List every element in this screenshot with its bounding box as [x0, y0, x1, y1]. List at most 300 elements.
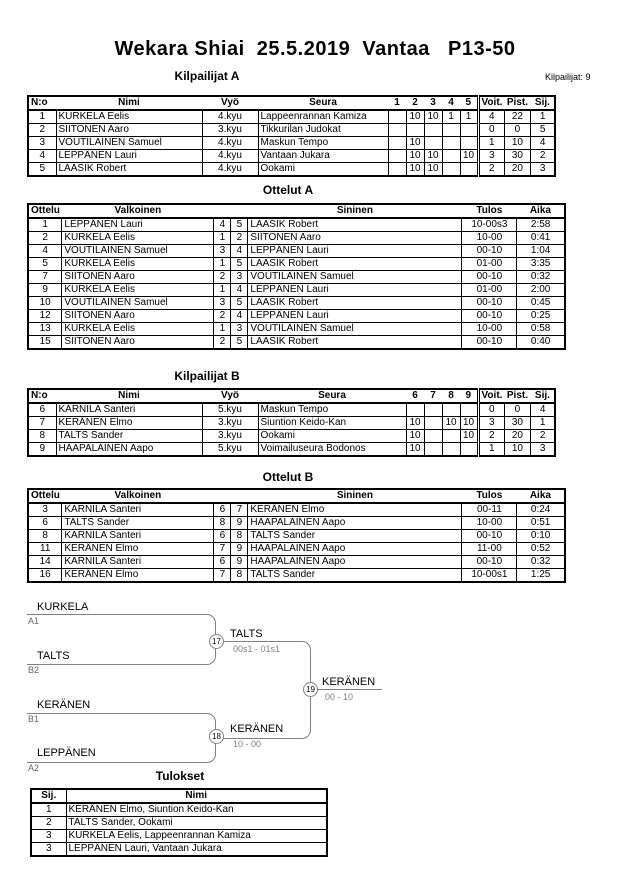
blue-competitor: HAAPALAINEN Aapo	[248, 543, 462, 556]
round-score	[442, 403, 460, 417]
round-score: 10	[460, 150, 478, 163]
ottelut-a-table	[27, 203, 566, 350]
result-name: LEPPÄNEN Lauri, Vantaan Jukara	[66, 843, 327, 857]
match-result: 00-10	[462, 271, 517, 284]
ottelut-a-body	[28, 218, 565, 349]
col-header-seura: Seura	[258, 96, 388, 110]
match-number: 10	[28, 297, 62, 310]
competitor-belt: 5.kyu	[202, 443, 258, 457]
table-row	[28, 430, 555, 443]
col-header-voit: Voit.	[478, 389, 504, 403]
table-row	[28, 271, 565, 284]
match-result: 10-00	[462, 323, 517, 336]
competitor-belt: 4.kyu	[202, 110, 258, 124]
col-header-pist: Pist.	[504, 96, 530, 110]
placement: 4	[530, 403, 555, 417]
col-header-valkoinen: Valkoinen	[62, 489, 214, 503]
bracket-winner-name: TALTS	[230, 628, 263, 640]
wins-count: 0	[478, 124, 504, 137]
bracket-entry-name: TALTS	[37, 650, 70, 662]
white-number: 1	[214, 323, 231, 336]
bracket-entry-name: KERÄNEN	[37, 699, 91, 711]
blue-competitor: LAASIK Robert	[248, 336, 462, 350]
placement: 3	[530, 443, 555, 457]
kilpailijat-a-table	[27, 95, 556, 177]
match-result: 00-10	[462, 556, 517, 569]
col-header-sij: Sij.	[31, 789, 66, 803]
white-competitor: KURKELA Eelis	[62, 284, 214, 297]
competitor-belt: 4.kyu	[202, 150, 258, 163]
result-name: KERÄNEN Elmo, Siuntion Keido-Kan	[66, 803, 327, 817]
table-row	[28, 543, 565, 556]
col-header-round: 6	[406, 389, 424, 403]
round-score: 10	[406, 417, 424, 430]
round-score: 10	[406, 137, 424, 150]
competitor-number: 6	[28, 403, 56, 417]
points-count: 0	[504, 124, 530, 137]
blue-number: 4	[231, 284, 248, 297]
round-score: 10	[424, 150, 442, 163]
section-heading-tulokset: Tulokset	[155, 769, 205, 783]
competitor-name: VOUTILAINEN Samuel	[56, 137, 202, 150]
match-time: 0:52	[517, 543, 565, 556]
header-row	[28, 389, 555, 403]
table-row	[28, 218, 565, 232]
table-row	[31, 830, 327, 843]
points-count: 30	[504, 417, 530, 430]
round-score: 10	[406, 163, 424, 177]
white-competitor: LEPPÄNEN Lauri	[62, 218, 214, 232]
match-time: 0:32	[517, 271, 565, 284]
round-score	[460, 443, 478, 457]
col-header-round: 3	[424, 96, 442, 110]
tulokset-body	[31, 803, 327, 856]
round-score: 10	[406, 430, 424, 443]
white-number: 6	[214, 556, 231, 569]
wins-count: 2	[478, 430, 504, 443]
round-score	[424, 137, 442, 150]
table-row	[28, 150, 555, 163]
match-number: 1	[28, 218, 62, 232]
bracket-entry-seed: A1	[28, 616, 40, 626]
match-result: 00-10	[462, 336, 517, 350]
match-number: 9	[28, 284, 62, 297]
round-score	[388, 110, 406, 124]
bracket-entry-seed: A2	[28, 763, 40, 773]
match-number: 14	[28, 556, 62, 569]
col-header-aika: Aika	[517, 489, 565, 503]
round-score	[388, 163, 406, 177]
competitor-number: 9	[28, 443, 56, 457]
blue-number: 4	[231, 310, 248, 323]
match-time: 0:10	[517, 530, 565, 543]
col-header-nimi: Nimi	[66, 789, 327, 803]
match-number: 16	[28, 569, 62, 583]
match-result: 11-00	[462, 543, 517, 556]
col-header-round: 5	[460, 96, 478, 110]
col-header-blank	[214, 489, 231, 503]
match-number: 5	[28, 258, 62, 271]
round-score	[442, 150, 460, 163]
white-competitor: TALTS Sander	[62, 517, 214, 530]
blue-competitor: VOUTILAINEN Samuel	[248, 271, 462, 284]
kilpailijat-b-table	[27, 388, 556, 457]
col-header-vyo: Vyö	[202, 96, 258, 110]
match-result: 00-10	[462, 245, 517, 258]
match-result: 01-00	[462, 284, 517, 297]
col-header-nimi: Nimi	[56, 389, 202, 403]
section-heading-kilpailijat-b: Kilpailijat B	[174, 369, 240, 383]
competitor-name: KARNILA Santeri	[56, 403, 202, 417]
competitor-name: LAASIK Robert	[56, 163, 202, 177]
wins-count: 2	[478, 163, 504, 177]
result-placement: 3	[31, 830, 66, 843]
white-competitor: KARNILA Santeri	[62, 503, 214, 517]
round-score: 10	[406, 443, 424, 457]
white-number: 1	[214, 232, 231, 245]
competitor-club: Tikkurilan Judokat	[258, 124, 388, 137]
placement: 2	[530, 430, 555, 443]
round-score	[442, 430, 460, 443]
round-score	[388, 137, 406, 150]
result-placement: 2	[31, 817, 66, 830]
white-competitor: KERÄNEN Elmo	[62, 569, 214, 583]
blue-number: 2	[231, 232, 248, 245]
white-number: 2	[214, 271, 231, 284]
competitor-club: Ookami	[258, 163, 388, 177]
result-placement: 1	[31, 803, 66, 817]
blue-competitor: HAAPALAINEN Aapo	[248, 556, 462, 569]
match-time: 0:24	[517, 503, 565, 517]
blue-number: 5	[231, 258, 248, 271]
round-score: 10	[442, 417, 460, 430]
white-number: 7	[214, 569, 231, 583]
match-number-badge: 17	[209, 634, 224, 649]
white-competitor: SIITONEN Aaro	[62, 336, 214, 350]
blue-competitor: LEPPÄNEN Lauri	[248, 310, 462, 323]
competitor-belt: 4.kyu	[202, 137, 258, 150]
table-row	[31, 803, 327, 817]
white-competitor: KARNILA Santeri	[62, 530, 214, 543]
col-header-ottelu: Ottelu	[28, 204, 62, 218]
ottelut-b-body	[28, 503, 565, 582]
competitor-club: Lappeenrannan Kamiza	[258, 110, 388, 124]
bracket-match-score: 00 - 10	[325, 692, 354, 702]
round-score	[406, 403, 424, 417]
match-number: 7	[28, 271, 62, 284]
blue-number: 9	[231, 556, 248, 569]
table-row	[28, 110, 555, 124]
points-count: 20	[504, 163, 530, 177]
section-heading-ottelut-a: Ottelut A	[262, 183, 314, 197]
round-score	[424, 417, 442, 430]
table-row	[31, 843, 327, 857]
header-row	[28, 204, 565, 218]
header-row	[28, 96, 555, 110]
blue-competitor: SIITONEN Aaro	[248, 232, 462, 245]
blue-competitor: LAASIK Robert	[248, 297, 462, 310]
result-name: KURKELA Eelis, Lappeenrannan Kamiza	[66, 830, 327, 843]
table-row	[28, 530, 565, 543]
match-result: 10-00s3	[462, 218, 517, 232]
table-row	[28, 443, 555, 457]
round-score	[388, 150, 406, 163]
match-time: 0:45	[517, 297, 565, 310]
points-count: 10	[504, 137, 530, 150]
white-number: 3	[214, 245, 231, 258]
competitor-club: Vantaan Jukara	[258, 150, 388, 163]
match-time: 0:51	[517, 517, 565, 530]
wins-count: 0	[478, 403, 504, 417]
blue-competitor: TALTS Sander	[248, 530, 462, 543]
white-competitor: KERÄNEN Elmo	[62, 543, 214, 556]
round-score	[460, 163, 478, 177]
match-time: 0:41	[517, 232, 565, 245]
competitor-club: Siuntion Keido-Kan	[258, 417, 406, 430]
white-competitor: SIITONEN Aaro	[62, 310, 214, 323]
bracket-entry-name: KURKELA	[37, 601, 89, 613]
white-number: 8	[214, 517, 231, 530]
round-score	[460, 137, 478, 150]
competitor-club: Maskun Tempo	[258, 137, 388, 150]
bracket-entry-name: LEPPÄNEN	[37, 747, 96, 759]
blue-number: 5	[231, 218, 248, 232]
header-row	[31, 789, 327, 803]
match-number: 4	[28, 245, 62, 258]
round-score: 10	[406, 150, 424, 163]
kilpailijat-a-body	[28, 110, 555, 176]
wins-count: 3	[478, 417, 504, 430]
competitor-number: 2	[28, 124, 56, 137]
col-header-sininen: Sininen	[248, 204, 462, 218]
section-heading-kilpailijat-a: Kilpailijat A	[174, 69, 240, 83]
match-result: 00-10	[462, 530, 517, 543]
bracket-champion-line	[310, 689, 382, 690]
competitor-name: KURKELA Eelis	[56, 110, 202, 124]
blue-competitor: LEPPÄNEN Lauri	[248, 245, 462, 258]
table-row	[28, 245, 565, 258]
match-number: 6	[28, 517, 62, 530]
col-header-valkoinen: Valkoinen	[62, 204, 214, 218]
competitor-number: 5	[28, 163, 56, 177]
blue-number: 9	[231, 543, 248, 556]
competitor-club: Voimailuseura Bodonos	[258, 443, 406, 457]
match-number: 8	[28, 530, 62, 543]
white-number: 6	[214, 503, 231, 517]
col-header-blank	[231, 204, 248, 218]
blue-number: 5	[231, 336, 248, 350]
round-score: 10	[460, 430, 478, 443]
match-time: 3:35	[517, 258, 565, 271]
round-score: 10	[424, 163, 442, 177]
competitor-belt: 3.kyu	[202, 430, 258, 443]
wins-count: 1	[478, 137, 504, 150]
match-result: 00-11	[462, 503, 517, 517]
white-number: 1	[214, 258, 231, 271]
placement: 5	[530, 124, 555, 137]
table-row	[28, 556, 565, 569]
competitor-number: 7	[28, 417, 56, 430]
table-row	[28, 163, 555, 177]
table-row	[28, 137, 555, 150]
competitor-belt: 5.kyu	[202, 403, 258, 417]
placement: 1	[530, 110, 555, 124]
match-number: 3	[28, 503, 62, 517]
bracket-entry-seed: B1	[28, 714, 40, 724]
round-score	[460, 124, 478, 137]
points-count: 30	[504, 150, 530, 163]
blue-number: 9	[231, 517, 248, 530]
round-score	[424, 124, 442, 137]
competitor-belt: 3.kyu	[202, 417, 258, 430]
placement: 2	[530, 150, 555, 163]
col-header-sij: Sij.	[530, 96, 555, 110]
col-header-voit: Voit.	[478, 96, 504, 110]
blue-competitor: TALTS Sander	[248, 569, 462, 583]
points-count: 10	[504, 443, 530, 457]
competitor-club: Ookami	[258, 430, 406, 443]
match-result: 00-10	[462, 310, 517, 323]
round-score	[424, 403, 442, 417]
white-competitor: KARNILA Santeri	[62, 556, 214, 569]
round-score: 1	[442, 110, 460, 124]
match-result: 01-00	[462, 258, 517, 271]
col-header-seura: Seura	[258, 389, 406, 403]
match-time: 0:40	[517, 336, 565, 350]
white-number: 1	[214, 284, 231, 297]
round-score	[442, 124, 460, 137]
match-result: 00-10	[462, 297, 517, 310]
col-header-round: 1	[388, 96, 406, 110]
match-time: 2:00	[517, 284, 565, 297]
col-header-sij: Sij.	[530, 389, 555, 403]
col-header-round: 4	[442, 96, 460, 110]
blue-number: 8	[231, 530, 248, 543]
match-time: 2:58	[517, 218, 565, 232]
bracket-match-score: 00s1 - 01s1	[233, 644, 281, 654]
col-header-sininen: Sininen	[248, 489, 462, 503]
match-number: 2	[28, 232, 62, 245]
table-row	[28, 323, 565, 336]
white-number: 3	[214, 297, 231, 310]
table-row	[28, 232, 565, 245]
kilpailijat-b-body	[28, 403, 555, 456]
white-competitor: KURKELA Eelis	[62, 258, 214, 271]
bracket-entry-seed: B2	[28, 665, 40, 675]
blue-number: 3	[231, 323, 248, 336]
col-header-pist: Pist.	[504, 389, 530, 403]
col-header-round: 8	[442, 389, 460, 403]
competitor-name: TALTS Sander	[56, 430, 202, 443]
round-score: 10	[406, 110, 424, 124]
table-row	[28, 124, 555, 137]
match-result: 10-00	[462, 517, 517, 530]
table-row	[28, 258, 565, 271]
col-header-blank	[231, 489, 248, 503]
result-name: TALTS Sander, Ookami	[66, 817, 327, 830]
blue-competitor: KERÄNEN Elmo	[248, 503, 462, 517]
match-time: 1:04	[517, 245, 565, 258]
white-competitor: SIITONEN Aaro	[62, 271, 214, 284]
match-time: 0:25	[517, 310, 565, 323]
competitors-count: Kilpailijat: 9	[545, 72, 591, 82]
white-number: 2	[214, 310, 231, 323]
col-header-vyo: Vyö	[202, 389, 258, 403]
competitor-number: 8	[28, 430, 56, 443]
col-header-nimi: Nimi	[56, 96, 202, 110]
blue-competitor: HAAPALAINEN Aapo	[248, 517, 462, 530]
round-score	[442, 163, 460, 177]
col-header-no: N:o	[28, 96, 56, 110]
table-row	[28, 310, 565, 323]
placement: 1	[530, 417, 555, 430]
round-score: 10	[460, 417, 478, 430]
blue-number: 8	[231, 569, 248, 583]
table-row	[31, 817, 327, 830]
page-title: Wekara Shiai 25.5.2019 Vantaa P13-50	[114, 38, 516, 60]
blue-competitor: LAASIK Robert	[248, 258, 462, 271]
white-competitor: VOUTILAINEN Samuel	[62, 245, 214, 258]
table-row	[28, 417, 555, 430]
col-header-aika: Aika	[517, 204, 565, 218]
col-header-round: 2	[406, 96, 424, 110]
round-score: 10	[424, 110, 442, 124]
round-score	[442, 137, 460, 150]
match-number: 11	[28, 543, 62, 556]
white-competitor: KURKELA Eelis	[62, 323, 214, 336]
competitor-name: HAAPALAINEN Aapo	[56, 443, 202, 457]
tulokset-table	[30, 788, 328, 857]
match-number: 15	[28, 336, 62, 350]
round-score	[424, 443, 442, 457]
round-score	[406, 124, 424, 137]
bracket-match-score: 10 - 00	[233, 739, 262, 749]
match-time: 1:25	[517, 569, 565, 583]
points-count: 0	[504, 403, 530, 417]
competitor-club: Maskun Tempo	[258, 403, 406, 417]
match-result: 10-00s1	[462, 569, 517, 583]
placement: 3	[530, 163, 555, 177]
table-row	[28, 503, 565, 517]
col-header-no: N:o	[28, 389, 56, 403]
col-header-tulos: Tulos	[462, 204, 517, 218]
table-row	[28, 517, 565, 530]
white-number: 4	[214, 218, 231, 232]
table-row	[28, 284, 565, 297]
white-competitor: KURKELA Eelis	[62, 232, 214, 245]
blue-number: 5	[231, 297, 248, 310]
header-row	[28, 489, 565, 503]
blue-competitor: LEPPÄNEN Lauri	[248, 284, 462, 297]
wins-count: 4	[478, 110, 504, 124]
white-competitor: VOUTILAINEN Samuel	[62, 297, 214, 310]
round-score	[442, 443, 460, 457]
white-number: 6	[214, 530, 231, 543]
round-score	[388, 124, 406, 137]
table-row	[28, 403, 555, 417]
white-number: 2	[214, 336, 231, 350]
match-result: 10-00	[462, 232, 517, 245]
match-time: 0:32	[517, 556, 565, 569]
wins-count: 1	[478, 443, 504, 457]
match-number-badge: 18	[209, 729, 224, 744]
col-header-ottelu: Ottelu	[28, 489, 62, 503]
blue-competitor: LAASIK Robert	[248, 218, 462, 232]
competitor-belt: 4.kyu	[202, 163, 258, 177]
competitor-number: 4	[28, 150, 56, 163]
blue-number: 7	[231, 503, 248, 517]
round-score	[424, 430, 442, 443]
